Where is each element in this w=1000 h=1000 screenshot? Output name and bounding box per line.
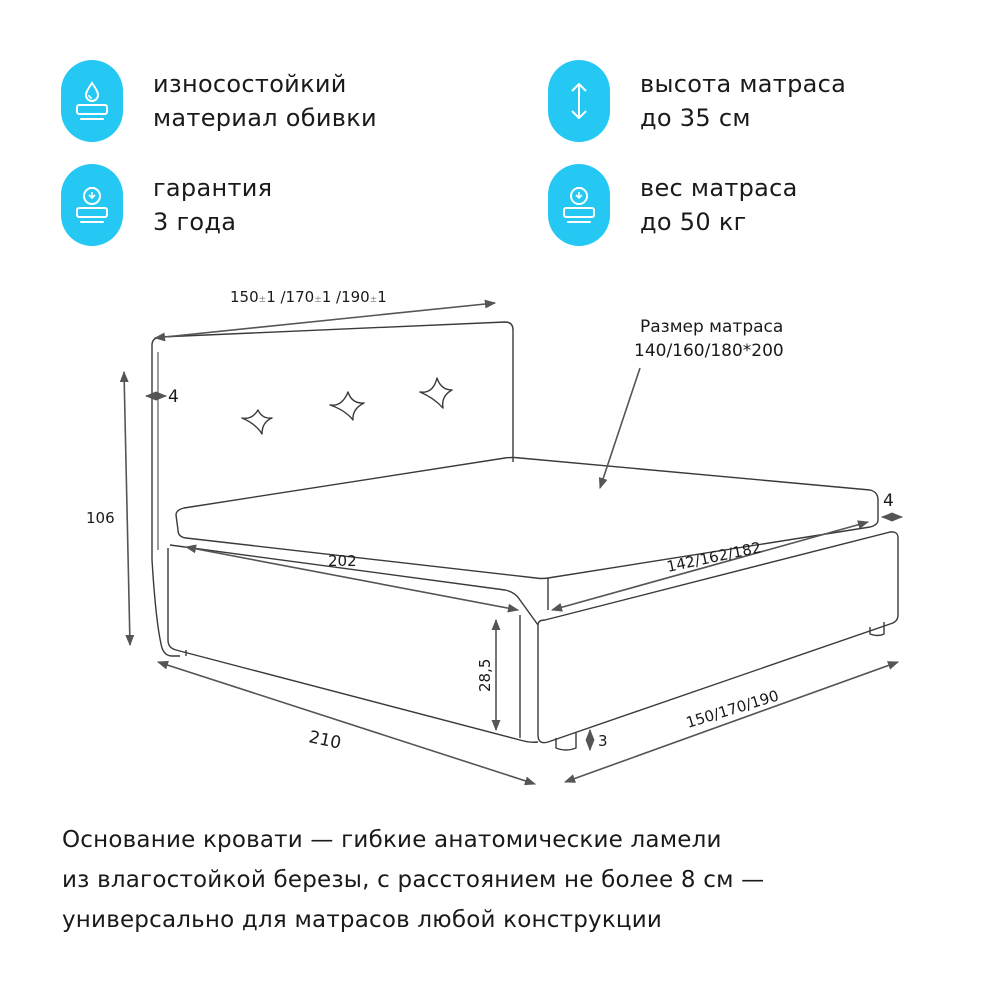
feature-title: вес матраса: [640, 174, 798, 202]
warranty-box-icon: [61, 164, 123, 246]
dim-top-width-label: 150±1 /170±1 /190±1: [230, 288, 387, 306]
dim-headboard-thickness-label: 4: [168, 387, 179, 407]
headboard: [152, 322, 513, 462]
feature-title: износостойкий: [153, 70, 347, 98]
feature-text: [153, 67, 377, 135]
dim-total-height-line: [124, 372, 130, 645]
dim-inner-length-label: 202: [328, 552, 357, 570]
feature-mattress-height: [548, 60, 846, 142]
dim-inner-width-label: 142/162/182: [665, 538, 763, 576]
dim-frame-edge-label: 4: [883, 491, 894, 511]
mattress-size-label: Размер матраса: [640, 317, 784, 337]
weight-box-icon: [548, 164, 610, 246]
headboard-tufting: [242, 378, 452, 434]
dim-outer-length-label: 210: [306, 727, 343, 754]
feature-subtitle: материал обивки: [153, 104, 377, 132]
feature-warranty: [61, 164, 272, 246]
feature-subtitle: до 50 кг: [640, 208, 747, 236]
mattress-pointer-line: [600, 368, 640, 488]
description-line: универсально для матрасов любой конструкции: [62, 907, 663, 933]
dim-total-height-label: 106: [86, 509, 115, 527]
feature-subtitle: 3 года: [153, 208, 237, 236]
dim-top-width-line: [155, 303, 495, 338]
feature-text: [153, 171, 272, 239]
bed-dimension-diagram: [0, 270, 1000, 810]
description-line: из влагостойкой березы, с расстоянием не более 8 см —: [62, 867, 765, 893]
dim-outer-width-label: 150/170/190: [683, 686, 781, 732]
dim-base-height-label: 28,5: [476, 658, 494, 692]
feature-title: гарантия: [153, 174, 273, 202]
fabric-drop-icon: [61, 60, 123, 142]
frame-long-side: [168, 548, 538, 742]
base-description: [62, 820, 942, 940]
feature-upholstery: [61, 60, 377, 142]
dim-outer-width-line: [565, 662, 898, 782]
feature-mattress-weight: [548, 164, 798, 246]
feature-subtitle: до 35 см: [640, 104, 751, 132]
height-arrows-icon: [548, 60, 610, 142]
mattress-size-values: 140/160/180*200: [634, 341, 784, 361]
bed-outline: [152, 322, 898, 750]
feature-title: высота матраса: [640, 70, 847, 98]
feature-text: [640, 67, 846, 135]
feature-text: [640, 171, 798, 239]
description-line: Основание кровати — гибкие анатомические ламели: [62, 827, 722, 853]
dim-leg-height-label: 3: [598, 732, 608, 750]
